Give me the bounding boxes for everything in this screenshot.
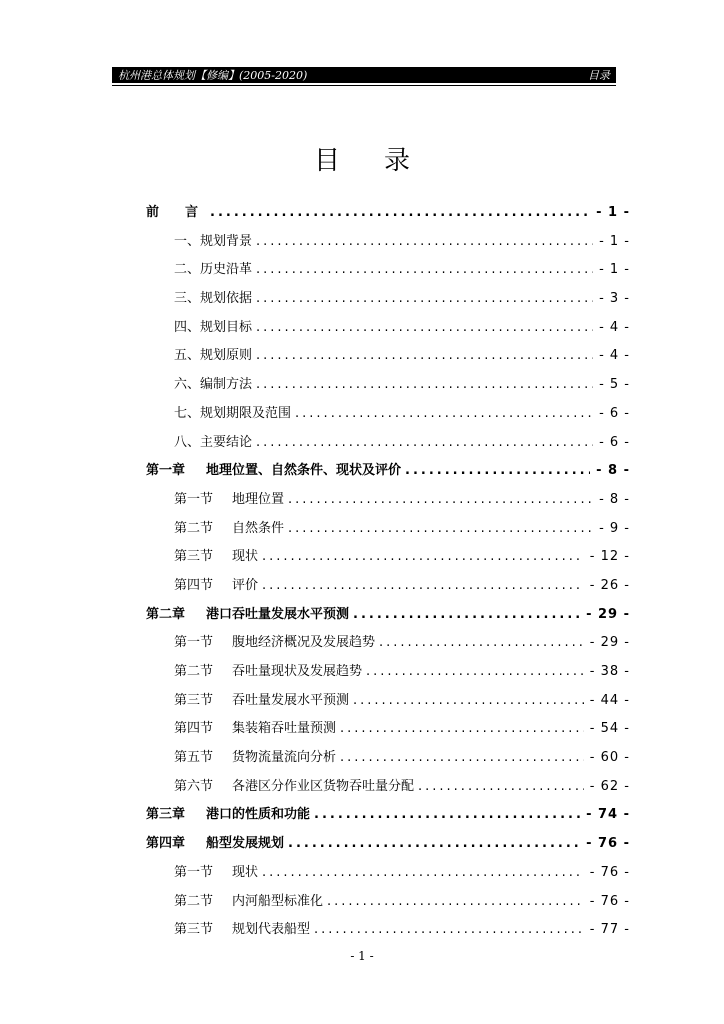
- toc-entry-text: 各港区分作业区货物吞吐量分配: [232, 778, 415, 794]
- toc-page-number: - 76 -: [589, 893, 630, 909]
- toc-page-number: - 6 -: [599, 434, 630, 450]
- toc-entry-text: 评价: [232, 577, 259, 593]
- page-number: - 1 -: [350, 949, 374, 963]
- toc-entry-text: 地理位置、自然条件、现状及评价: [206, 463, 402, 479]
- toc-page-number: - 29 -: [589, 635, 630, 651]
- toc-chapter-entry[interactable]: [146, 199, 630, 228]
- toc-entry-number: 八、: [174, 434, 201, 450]
- dot-leader: [262, 572, 584, 601]
- toc-chapter-entry[interactable]: [146, 830, 630, 859]
- toc-entry-label: [174, 888, 323, 917]
- dot-leader: [288, 515, 593, 544]
- dot-leader: [327, 888, 584, 917]
- toc-entry-label: [174, 744, 336, 773]
- dot-leader: [256, 256, 593, 285]
- toc-section-entry[interactable]: [146, 285, 630, 314]
- toc-page-number: - 76 -: [589, 864, 630, 880]
- toc-page-number: - 8 -: [596, 463, 630, 479]
- toc-entry-label: [146, 830, 284, 859]
- dot-leader: [256, 429, 593, 458]
- dot-leader: [314, 916, 584, 945]
- toc-entry-label: [174, 400, 291, 429]
- toc-entry-label: [174, 342, 252, 371]
- toc-entry-number: 第三章: [146, 807, 186, 823]
- toc-entry-label: [146, 457, 401, 486]
- toc-section-entry[interactable]: [146, 658, 630, 687]
- toc-entry-text: 编制方法: [200, 377, 253, 393]
- dot-leader: [262, 859, 584, 888]
- toc-entry-label: [174, 773, 414, 802]
- toc-section-entry[interactable]: [146, 629, 630, 658]
- toc-section-entry[interactable]: [146, 342, 630, 371]
- toc-entry-label: [174, 916, 310, 945]
- dot-leader: [256, 228, 593, 257]
- dot-leader: [256, 314, 593, 343]
- toc-page-number: - 1 -: [596, 205, 630, 220]
- toc-entry-label: [174, 515, 284, 544]
- toc-page-number: - 60 -: [589, 750, 630, 766]
- toc-page-number: - 44 -: [589, 692, 630, 708]
- dot-leader: [288, 830, 580, 859]
- toc-page-number: - 12 -: [589, 549, 630, 565]
- toc-entry-text: 腹地经济概况及发展趋势: [232, 635, 376, 651]
- toc-entry-number: 第二章: [146, 606, 186, 622]
- toc-entry-text: 吞吐量现状及发展趋势: [232, 664, 363, 679]
- toc-page-number: - 62 -: [589, 778, 630, 794]
- toc-entry-number: 第六节: [174, 778, 214, 794]
- toc-entry-number: 一、: [174, 233, 201, 249]
- dot-leader: [366, 658, 584, 687]
- toc-section-entry[interactable]: [146, 773, 630, 802]
- toc-entry-number: 前 言: [146, 205, 199, 220]
- toc-entry-text: 货物流量流向分析: [232, 750, 337, 766]
- dot-leader: [418, 773, 584, 802]
- toc-entry-text: 地理位置: [232, 491, 285, 507]
- toc-page-number: - 26 -: [589, 577, 630, 593]
- toc-section-entry[interactable]: [146, 400, 630, 429]
- toc-entry-number: 第一节: [174, 864, 214, 880]
- toc-page-number: - 29 -: [586, 606, 630, 622]
- toc-entry-text: 规划原则: [200, 348, 253, 364]
- toc-entry-label: [174, 658, 362, 687]
- toc-entry-label: [174, 429, 252, 458]
- toc-section-entry[interactable]: [146, 543, 630, 572]
- toc-entry-text: 规划依据: [200, 291, 253, 307]
- header-section-name: 目录: [588, 69, 610, 82]
- toc-entry-number: 四、: [174, 319, 201, 335]
- toc-entry-label: [174, 285, 252, 314]
- toc-entry-number: 第四节: [174, 577, 214, 593]
- dot-leader: [256, 285, 593, 314]
- toc-page-number: - 54 -: [589, 721, 630, 737]
- toc-entry-number: 第一章: [146, 463, 186, 479]
- dot-leader: [210, 199, 590, 228]
- toc-entry-label: [146, 801, 310, 830]
- toc-entry-label: [146, 199, 206, 228]
- toc-section-entry[interactable]: [146, 859, 630, 888]
- toc-entry-label: [146, 601, 349, 630]
- toc-page-number: - 76 -: [586, 836, 630, 852]
- toc-entry-text: 自然条件: [232, 520, 285, 536]
- dot-leader: [288, 486, 593, 515]
- toc-entry-number: 三、: [174, 291, 201, 307]
- toc-entry-number: 第三节: [174, 549, 214, 565]
- page-title: 目录: [313, 146, 454, 176]
- dot-leader: [405, 457, 590, 486]
- toc-entry-number: 第三节: [174, 922, 214, 938]
- toc-page-number: - 3 -: [599, 291, 630, 307]
- toc-section-entry[interactable]: [146, 486, 630, 515]
- toc-entry-label: [174, 687, 349, 716]
- toc-entry-number: 六、: [174, 377, 201, 393]
- toc-page-number: - 74 -: [586, 807, 630, 823]
- toc-entry-number: 七、: [174, 405, 201, 421]
- dot-leader: [379, 629, 584, 658]
- toc-section-entry[interactable]: [146, 228, 630, 257]
- toc-entry-number: 第二节: [174, 664, 214, 679]
- toc-page-number: - 77 -: [589, 922, 630, 938]
- toc-entry-label: [174, 314, 252, 343]
- toc-entry-number: 第二节: [174, 893, 214, 909]
- toc-entry-number: 第三节: [174, 692, 214, 708]
- toc-entry-text: 港口的性质和功能: [206, 807, 311, 823]
- toc-entry-text: 内河船型标准化: [232, 893, 324, 909]
- header-rule: [112, 85, 616, 86]
- toc-entry-label: [174, 543, 258, 572]
- toc-section-entry[interactable]: [146, 744, 630, 773]
- toc-entry-number: 第四章: [146, 836, 186, 852]
- toc-entry-text: 现状: [232, 864, 259, 880]
- toc-page-number: - 6 -: [599, 405, 630, 421]
- toc-section-entry[interactable]: [146, 687, 630, 716]
- toc-entry-label: [174, 371, 252, 400]
- toc-section-entry[interactable]: [146, 256, 630, 285]
- toc-entry-text: 规划代表船型: [232, 922, 311, 938]
- dot-leader: [340, 715, 584, 744]
- dot-leader: [295, 400, 593, 429]
- toc-page-number: - 8 -: [599, 491, 630, 507]
- toc-section-entry[interactable]: [146, 314, 630, 343]
- toc-chapter-entry[interactable]: [146, 801, 630, 830]
- toc-entry-number: 第四节: [174, 721, 214, 737]
- toc-entry-text: 历史沿革: [200, 262, 253, 278]
- toc-chapter-entry[interactable]: [146, 457, 630, 486]
- toc-entry-text: 港口吞吐量发展水平预测: [206, 606, 350, 622]
- toc-entry-number: 第二节: [174, 520, 214, 536]
- toc-entry-label: [174, 715, 336, 744]
- toc-entry-number: 第一节: [174, 635, 214, 651]
- toc-page-number: - 1 -: [599, 262, 630, 278]
- toc-entry-label: [174, 859, 258, 888]
- dot-leader: [256, 342, 593, 371]
- toc-section-entry[interactable]: [146, 916, 630, 945]
- toc-page-number: - 4 -: [599, 319, 630, 335]
- toc-entry-text: 主要结论: [200, 434, 253, 450]
- toc-chapter-entry[interactable]: [146, 601, 630, 630]
- toc-entry-number: 五、: [174, 348, 201, 364]
- toc-section-entry[interactable]: [146, 371, 630, 400]
- toc-page-number: - 1 -: [599, 233, 630, 249]
- toc-page-number: - 5 -: [599, 377, 630, 393]
- table-of-contents: [146, 199, 630, 945]
- dot-leader: [340, 744, 584, 773]
- toc-section-entry[interactable]: [146, 429, 630, 458]
- toc-entry-text: 规划背景: [200, 233, 253, 249]
- toc-entry-number: 二、: [174, 262, 201, 278]
- toc-section-entry[interactable]: [146, 888, 630, 917]
- toc-entry-label: [174, 629, 375, 658]
- toc-page-number: - 9 -: [599, 520, 630, 536]
- toc-entry-text: 集装箱吞吐量预测: [232, 721, 337, 737]
- toc-entry-text: 规划期限及范围: [200, 405, 292, 421]
- dot-leader: [256, 371, 593, 400]
- toc-entry-text: 规划目标: [200, 319, 253, 335]
- toc-entry-number: 第一节: [174, 491, 214, 507]
- toc-section-entry[interactable]: [146, 515, 630, 544]
- toc-page-number: - 4 -: [599, 348, 630, 364]
- toc-entry-label: [174, 256, 252, 285]
- toc-section-entry[interactable]: [146, 572, 630, 601]
- toc-page-number: - 38 -: [589, 664, 630, 679]
- toc-entry-label: [174, 486, 284, 515]
- header-document-title: 杭州港总体规划【修编】(2005-2020): [118, 69, 308, 82]
- dot-leader: [353, 687, 584, 716]
- dot-leader: [314, 801, 580, 830]
- toc-entry-label: [174, 228, 252, 257]
- toc-section-entry[interactable]: [146, 715, 630, 744]
- toc-entry-text: 现状: [232, 549, 259, 565]
- dot-leader: [353, 601, 580, 630]
- toc-entry-text: 吞吐量发展水平预测: [232, 692, 350, 708]
- running-header: [112, 67, 616, 83]
- toc-entry-text: 船型发展规划: [206, 836, 285, 852]
- dot-leader: [262, 543, 584, 572]
- toc-entry-number: 第五节: [174, 750, 214, 766]
- toc-entry-label: [174, 572, 258, 601]
